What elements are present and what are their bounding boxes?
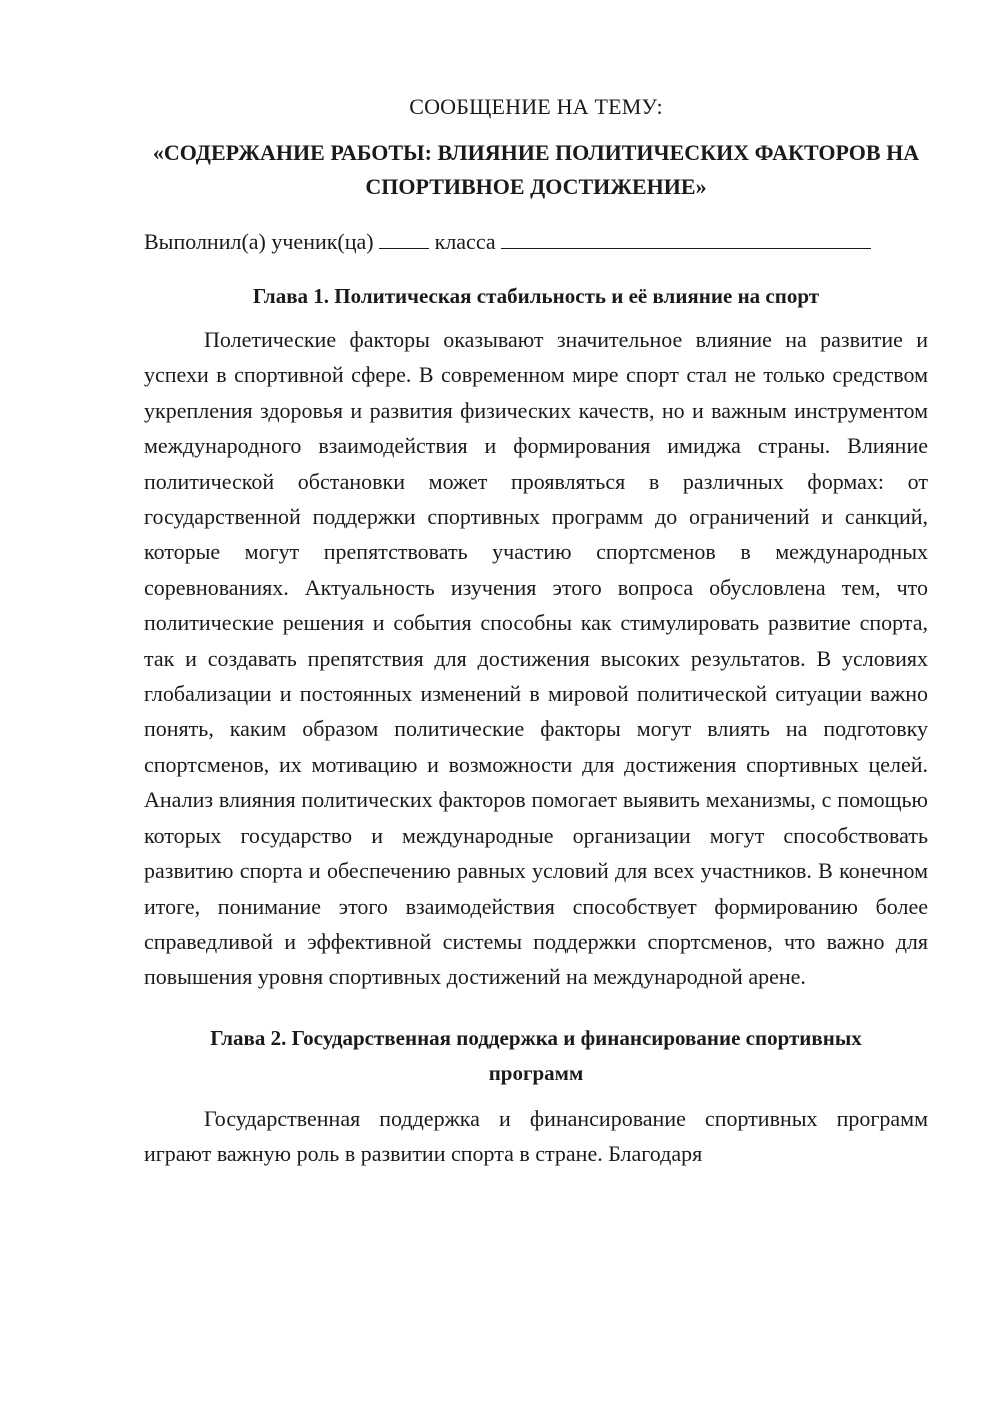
document-label: СООБЩЕНИЕ НА ТЕМУ:: [409, 94, 663, 119]
name-blank: [501, 224, 871, 249]
grade-blank: [379, 224, 429, 249]
document-title: «СОДЕРЖАНИЕ РАБОТЫ: ВЛИЯНИЕ ПОЛИТИЧЕСКИХ ФАКТОРОВ НА СПОРТИВНОЕ ДОСТИЖЕНИЕ»: [152, 140, 920, 199]
author-prefix: Выполнил(а) ученик(ца): [144, 229, 374, 254]
document-page: [144, 92, 928, 1172]
chapter-1-title: Глава 1. Политическая стабильность и её влияние на спорт: [252, 284, 820, 308]
chapter-2-title: Глава 2. Государственная поддержка и финансирование спортивных программ: [210, 1025, 862, 1085]
chapter-2-text: Государственная поддержка и финансирование спортивных программ играют важную роль в развитии спорта в стране. Благодаря: [144, 1105, 928, 1167]
author-line: [144, 224, 928, 259]
class-label: класса: [434, 229, 496, 254]
chapter-1-text: Полетические факторы оказывают значительное влияние на развитие и успехи в спортивной сфере. В современном мире спорт стал не только средством укрепления здоровья и развития физических качеств, но и важным инструментом международного взаимодействия и формирования имиджа страны. Влияние политической обстановки может проявляться в различных формах: от государственной поддержки спортивных программ до ограничений и санкций, которые могут препятствовать участию спортсменов в международных соревнованиях. Актуальность изучения этого вопроса обусловлена тем, что политические решения и события способны как стимулировать развитие спорта, так и создавать препятствия для достижения высоких результатов. В условиях глобализации и постоянных изменений в мировой политической ситуации важно понять, каким образом политические факторы могут влиять на подготовку спортсменов, их мотивацию и возможности для достижения спортивных целей. Анализ влияния политических факторов помогает выявить механизмы, с помощью которых государство и международные организации могут способствовать развитию спорта и обеспечению равных условий для всех участников. В конечном итоге, понимание этого взаимодействия способствует формированию более справедливой и эффективной системы поддержки спортсменов, что важно для повышения уровня спортивных достижений на международной арене.: [144, 327, 928, 990]
